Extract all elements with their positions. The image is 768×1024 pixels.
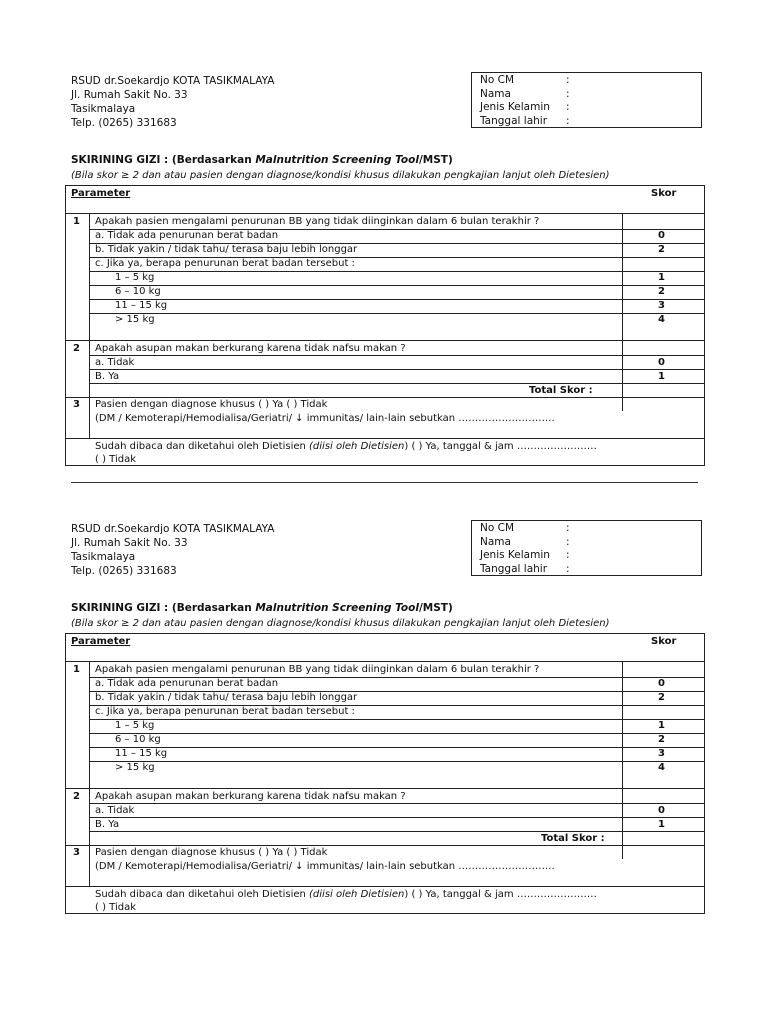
header-score: Skor xyxy=(651,188,677,199)
total-score-label: Total Skor : xyxy=(541,833,605,844)
q1-score-b: 2 xyxy=(658,692,665,703)
header-score: Skor xyxy=(651,636,677,647)
total-score-label: Total Skor : xyxy=(529,385,593,396)
hospital-phone: Telp. (0265) 331683 xyxy=(71,565,177,577)
q3-line2[interactable]: (DM / Kemoterapi/Hemodialisa/Geriatri/ ↓ immunitas/ lain-lain sebutkan ……………………….. xyxy=(95,861,555,872)
q1-score-a: 0 xyxy=(658,678,665,689)
q1-range-6-10[interactable]: 6 – 10 kg xyxy=(115,286,161,297)
q1-score-6-10: 2 xyxy=(658,734,665,745)
q1-score-11-15: 3 xyxy=(658,300,665,311)
screening-form-1 xyxy=(0,0,768,465)
q1-range-over-15[interactable]: > 15 kg xyxy=(115,762,155,773)
q2-number: 2 xyxy=(73,343,80,354)
hospital-name: RSUD dr.Soekardjo KOTA TASIKMALAYA xyxy=(71,523,275,535)
field-jenis-kelamin[interactable]: Jenis Kelamin : xyxy=(480,549,570,561)
q1-score-1-5: 1 xyxy=(658,720,665,731)
field-no-cm[interactable]: No CM : xyxy=(480,74,570,86)
patient-id-box xyxy=(471,520,702,576)
q1-question: Apakah pasien mengalami penurunan BB yang tidak diinginkan dalam 6 bulan terakhir ? xyxy=(95,664,540,675)
q1-option-c[interactable]: c. Jika ya, berapa penurunan berat badan tersebut : xyxy=(95,706,355,717)
form-title: SKIRINING GIZI : (Berdasarkan Malnutrition Screening Tool/MST) xyxy=(71,154,453,166)
form-title: SKIRINING GIZI : (Berdasarkan Malnutrition Screening Tool/MST) xyxy=(71,602,453,614)
q2-option-a[interactable]: a. Tidak xyxy=(95,357,135,368)
hospital-header xyxy=(71,522,274,578)
q1-question: Apakah pasien mengalami penurunan BB yang tidak diinginkan dalam 6 bulan terakhir ? xyxy=(95,216,540,227)
hospital-address: Jl. Rumah Sakit No. 33 xyxy=(71,537,188,549)
patient-id-box xyxy=(471,72,702,128)
q2-score-b: 1 xyxy=(658,371,665,382)
q1-option-b[interactable]: b. Tidak yakin / tidak tahu/ terasa baju lebih longgar xyxy=(95,244,358,255)
q2-option-b[interactable]: B. Ya xyxy=(95,819,120,830)
screening-table xyxy=(65,633,705,914)
header-parameter: Parameter xyxy=(71,636,131,647)
header-parameter: Parameter xyxy=(71,188,131,199)
q1-score-6-10: 2 xyxy=(658,286,665,297)
q1-option-b[interactable]: b. Tidak yakin / tidak tahu/ terasa baju lebih longgar xyxy=(95,692,358,703)
q2-question: Apakah asupan makan berkurang karena tidak nafsu makan ? xyxy=(95,343,406,354)
q1-number: 1 xyxy=(73,664,80,675)
form-note: (Bila skor ≥ 2 dan atau pasien dengan diagnose/kondisi khusus dilakukan pengkajian lanjut oleh Dietesien) xyxy=(71,170,610,181)
dietitian-tidak[interactable]: ( ) Tidak xyxy=(95,454,137,465)
q3-number: 3 xyxy=(73,847,80,858)
hospital-city: Tasikmalaya xyxy=(71,103,136,115)
q1-option-a[interactable]: a. Tidak ada penurunan berat badan xyxy=(95,678,279,689)
q2-number: 2 xyxy=(73,791,80,802)
hospital-address: Jl. Rumah Sakit No. 33 xyxy=(71,89,188,101)
q1-range-11-15[interactable]: 11 – 15 kg xyxy=(115,300,168,311)
hospital-phone: Telp. (0265) 331683 xyxy=(71,117,177,129)
q3-line2[interactable]: (DM / Kemoterapi/Hemodialisa/Geriatri/ ↓ immunitas/ lain-lain sebutkan ……………………….. xyxy=(95,413,555,424)
q1-range-1-5[interactable]: 1 – 5 kg xyxy=(115,272,155,283)
screening-form-2 xyxy=(0,448,768,913)
q1-range-6-10[interactable]: 6 – 10 kg xyxy=(115,734,161,745)
q2-option-a[interactable]: a. Tidak xyxy=(95,805,135,816)
q3-line1[interactable]: Pasien dengan diagnose khusus ( ) Ya ( ) Tidak xyxy=(95,399,328,410)
q1-score-11-15: 3 xyxy=(658,748,665,759)
q2-score-a: 0 xyxy=(658,805,665,816)
dietitian-acknowledge[interactable]: Sudah dibaca dan diketahui oleh Dietisien (diisi oleh Dietisien) ( ) Ya, tanggal & jam …………………… xyxy=(95,889,597,900)
field-jenis-kelamin[interactable]: Jenis Kelamin : xyxy=(480,101,570,113)
hospital-city: Tasikmalaya xyxy=(71,551,136,563)
q1-score-b: 2 xyxy=(658,244,665,255)
field-tanggal-lahir[interactable]: Tanggal lahir : xyxy=(480,114,570,127)
q1-score-over-15: 4 xyxy=(658,762,665,773)
q1-number: 1 xyxy=(73,216,80,227)
field-no-cm[interactable]: No CM : xyxy=(480,522,570,534)
dietitian-tidak[interactable]: ( ) Tidak xyxy=(95,902,137,913)
q2-score-b: 1 xyxy=(658,819,665,830)
q1-score-1-5: 1 xyxy=(658,272,665,283)
q2-question: Apakah asupan makan berkurang karena tidak nafsu makan ? xyxy=(95,791,406,802)
q1-option-a[interactable]: a. Tidak ada penurunan berat badan xyxy=(95,230,279,241)
q3-number: 3 xyxy=(73,399,80,410)
q1-range-over-15[interactable]: > 15 kg xyxy=(115,314,155,325)
q1-range-11-15[interactable]: 11 – 15 kg xyxy=(115,748,168,759)
q2-score-a: 0 xyxy=(658,357,665,368)
field-nama[interactable]: Nama : xyxy=(480,535,570,548)
q1-option-c[interactable]: c. Jika ya, berapa penurunan berat badan tersebut : xyxy=(95,258,355,269)
q1-score-a: 0 xyxy=(658,230,665,241)
dietitian-acknowledge[interactable]: Sudah dibaca dan diketahui oleh Dietisien (diisi oleh Dietisien) ( ) Ya, tanggal & jam …………………… xyxy=(95,441,597,452)
q1-range-1-5[interactable]: 1 – 5 kg xyxy=(115,720,155,731)
q1-score-over-15: 4 xyxy=(658,314,665,325)
field-nama[interactable]: Nama : xyxy=(480,87,570,100)
form-note: (Bila skor ≥ 2 dan atau pasien dengan diagnose/kondisi khusus dilakukan pengkajian lanjut oleh Dietesien) xyxy=(71,618,610,629)
screening-table xyxy=(65,185,705,466)
hospital-name: RSUD dr.Soekardjo KOTA TASIKMALAYA xyxy=(71,75,275,87)
q3-line1[interactable]: Pasien dengan diagnose khusus ( ) Ya ( ) Tidak xyxy=(95,847,328,858)
field-tanggal-lahir[interactable]: Tanggal lahir : xyxy=(480,562,570,575)
q2-option-b[interactable]: B. Ya xyxy=(95,371,120,382)
hospital-header xyxy=(71,74,274,130)
